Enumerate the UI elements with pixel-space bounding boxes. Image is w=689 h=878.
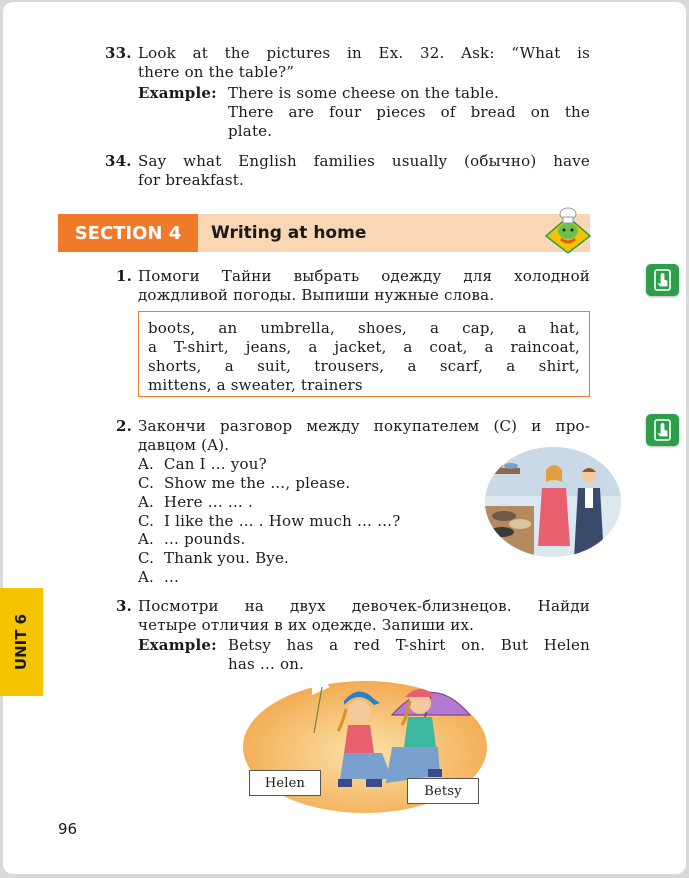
task2-line1: Закончи разговор между покупателем (C) и про- (138, 417, 590, 435)
ex33-example-label: Example: (138, 84, 217, 102)
interactive-task1-button[interactable] (646, 264, 679, 296)
ex33-example-line1: There is some cheese on the table. (228, 84, 499, 102)
word-line-1: boots, an umbrella, shoes, a cap, a hat, (148, 319, 580, 337)
task3-number: 3. (116, 597, 133, 615)
dialogue-line-4: C. I like the … . How much … …? (138, 512, 401, 530)
chef-mascot-icon (543, 203, 593, 253)
task3-line2: четыре отличия в их одежде. Запиши их. (138, 616, 475, 634)
task1-number: 1. (116, 267, 133, 285)
ex33-example-line3: plate. (228, 122, 273, 140)
interactive-task2-button[interactable] (646, 414, 679, 446)
task2-number: 2. (116, 417, 133, 435)
section-title: Writing at home (211, 223, 367, 243)
page-number: 96 (58, 820, 78, 838)
dialogue-line-5: A. … pounds. (138, 530, 246, 548)
task3-example-label: Example: (138, 636, 217, 654)
task1-line2: дождливой погоды. Выпиши нужные слова. (138, 286, 495, 304)
ex33-example-line2: There are four pieces of bread on the (228, 103, 590, 121)
task3-example-line1: Betsy has a red T-shirt on. But Helen (228, 636, 590, 654)
task3-line1: Посмотри на двух девочек-близнецов. Найди (138, 597, 590, 615)
word-line-4: mittens, a sweater, trainers (148, 376, 363, 394)
task2-line2: давцом (A). (138, 436, 230, 454)
dialogue-line-6: C. Thank you. Bye. (138, 549, 290, 567)
section-tag: SECTION 4 (58, 214, 198, 252)
task3-example-line2: has … on. (228, 655, 305, 673)
shop-illustration (484, 446, 622, 558)
word-line-2: a T-shirt, jeans, a jacket, a coat, a raincoat, (148, 338, 580, 356)
task1-line1: Помоги Тайни выбрать одежду для холодной (138, 267, 590, 285)
word-line-3: shorts, a suit, trousers, a scarf, a shirt, (148, 357, 580, 375)
unit-tab-label: UNIT 6 (12, 613, 30, 671)
ex34-number: 34. (105, 152, 132, 170)
ex34-line2: for breakfast. (138, 171, 244, 189)
ex34-line1: Say what English families usually (обычно) have (138, 152, 590, 170)
dialogue-line-7: A. … (138, 568, 180, 586)
hand-pointer-icon (646, 264, 679, 296)
ex33-line2: there on the table?” (138, 63, 295, 81)
dialogue-line-2: C. Show me the …, please. (138, 474, 351, 492)
ex33-number: 33. (105, 44, 132, 62)
ex33-line1: Look at the pictures in Ex. 32. Ask: “What is (138, 44, 590, 62)
label-betsy: Betsy (407, 778, 479, 804)
dialogue-line-1: A. Can I … you? (138, 455, 267, 473)
dialogue-line-3: A. Here … … . (138, 493, 254, 511)
hand-pointer-icon (646, 414, 679, 446)
label-helen: Helen (249, 770, 321, 796)
